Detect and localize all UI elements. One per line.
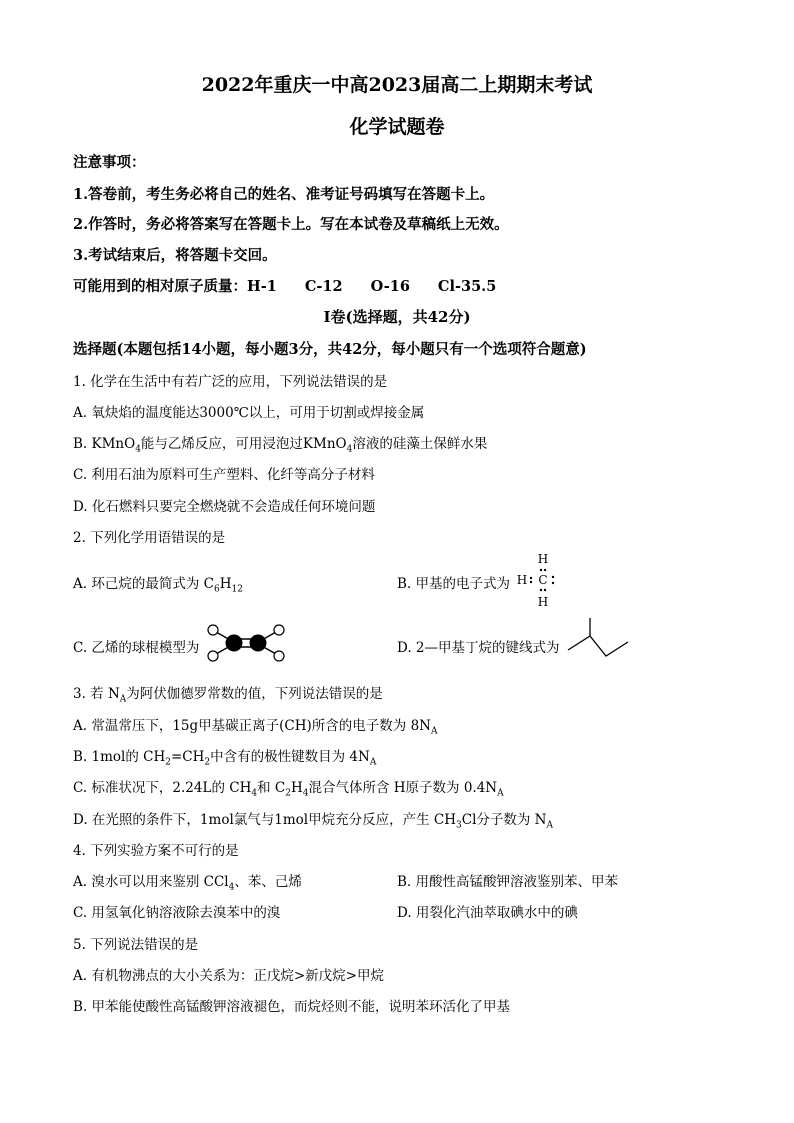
q3-stem-sub: A — [119, 694, 127, 705]
q3-c-sub3: 4 — [302, 788, 309, 799]
mass-c: C-12 — [304, 278, 343, 295]
q3-d-part1: D. 在光照的条件下，1mol氯气与1mol甲烷充分反应，产生 CH — [73, 812, 456, 828]
q3-b-part3: 中含有的极性键数目为 4N — [210, 749, 370, 765]
methyl-h-top: H — [537, 552, 549, 566]
q2-option-c: C. 乙烯的球棍模型为 — [73, 640, 200, 656]
q3-b-part2: =CH — [170, 749, 205, 765]
hydrogen-atom — [208, 625, 218, 635]
q3-option-d — [73, 808, 553, 831]
hydrogen-atom — [274, 625, 284, 635]
carbon-atom — [250, 635, 267, 652]
q2-a-h: H — [219, 576, 232, 592]
q1-b-part3: 溶液的硅藻土保鲜水果 — [352, 436, 488, 452]
methyl-electron-formula — [516, 550, 562, 610]
section-title: Ⅰ卷(选择题，共42分) — [323, 308, 471, 326]
section-instruction: 选择题(本题包括14小题，每小题3分，共42分，每小题只有一个选项符合题意) — [73, 341, 587, 358]
electron-dot — [544, 569, 546, 571]
q5-option-a: A. 有机物沸点的大小关系为：正戊烷>新戊烷>甲烷 — [73, 968, 384, 984]
q2-a-sub1: 6 — [213, 584, 220, 595]
electron-dot — [530, 577, 532, 579]
q1-b-part2: 能与乙烯反应，可用浸泡过KMnO — [140, 436, 347, 452]
atomic-masses-label: 可能用到的相对原子质量： — [73, 278, 247, 295]
q4-stem: 4. 下列实验方案不可行的是 — [73, 843, 239, 859]
q4-option-c: C. 用氢氧化钠溶液除去溴苯中的溴 — [73, 905, 281, 921]
q3-option-b — [73, 745, 376, 768]
electron-dot — [540, 589, 542, 591]
notes-heading: 注意事项： — [73, 154, 146, 171]
atomic-masses — [73, 275, 496, 296]
q4-a-sub: 4 — [228, 882, 235, 893]
methyl-h-left: H — [516, 573, 528, 587]
electron-dot — [552, 582, 554, 584]
q3-option-c — [73, 776, 504, 799]
q4-a-part1: A. 溴水可以用来鉴别 CCl — [73, 874, 229, 890]
q4-option-a — [73, 870, 302, 893]
q3-option-a — [73, 714, 437, 737]
q3-b-part1: B. 1mol的 CH — [73, 749, 166, 765]
ethylene-ball-stick-model — [204, 622, 288, 664]
q3-c-sub1: 4 — [251, 788, 258, 799]
q3-stem — [73, 682, 383, 705]
q3-b-sub3: A — [369, 757, 377, 768]
q3-c-part2: 和 C — [257, 780, 286, 796]
q1-option-b — [73, 432, 487, 455]
electron-dot — [552, 576, 554, 578]
q3-c-sub4: A — [497, 788, 504, 799]
q4-option-d: D. 用裂化汽油萃取碘水中的碘 — [397, 905, 578, 921]
q2-a-part1: A. 环己烷的最简式为 C — [73, 576, 214, 592]
mass-cl: Cl-35.5 — [437, 278, 497, 295]
q1-option-c: C. 利用石油为原料可生产塑料、化纤等高分子材料 — [73, 467, 375, 483]
mass-o: O-16 — [370, 278, 410, 295]
mass-h: H-1 — [247, 278, 277, 295]
electron-dot — [530, 581, 532, 583]
q1-b-sub1: 4 — [135, 444, 141, 455]
q3-b-sub2: 2 — [204, 757, 211, 768]
carbon-chain — [568, 636, 628, 656]
q3-d-sub2: A — [546, 820, 553, 831]
methyl-c: C — [538, 573, 548, 587]
q1-stem: 1. 化学在生活中有若广泛的应用，下列说法错误的是 — [73, 374, 388, 390]
q1-option-a: A. 氧炔焰的温度能达3000℃以上，可用于切割或焊接金属 — [73, 405, 425, 421]
notes-item-1: 1.答卷前，考生务必将自己的姓名、准考证号码填写在答题卡上。 — [73, 186, 495, 203]
notes-item-2: 2.作答时，务必将答案写在答题卡上。写在本试卷及草稿纸上无效。 — [73, 216, 509, 233]
q3-d-sub1: 3 — [456, 820, 462, 831]
q2-stem: 2. 下列化学用语错误的是 — [73, 530, 226, 546]
electron-dot — [544, 589, 546, 591]
q3-c-part1: C. 标准状况下，2.24L的 CH — [73, 780, 252, 796]
carbon-atom — [226, 635, 243, 652]
q1-b-sub2: 4 — [346, 444, 353, 455]
methylbutane-skeletal-formula — [566, 616, 632, 668]
q2-option-d: D. 2—甲基丁烷的键线式为 — [397, 640, 560, 656]
q5-option-b: B. 甲苯能使酸性高锰酸钾溶液褪色，而烷烃则不能，说明苯环活化了甲基 — [73, 999, 511, 1015]
q3-c-sub2: 2 — [285, 788, 291, 799]
q4-option-b: B. 用酸性高锰酸钾溶液鉴别苯、甲苯 — [397, 874, 619, 890]
exam-subtitle: 化学试题卷 — [349, 116, 445, 138]
hydrogen-atom — [274, 651, 284, 661]
q3-stem-part2: 为阿伏伽德罗常数的值，下列说法错误的是 — [126, 686, 383, 702]
notes-item-3: 3.考试结束后，将答题卡交回。 — [73, 247, 277, 264]
q3-d-part2: Cl分子数为 N — [461, 812, 547, 828]
hydrogen-atom — [208, 651, 218, 661]
q3-a-sub: A — [430, 726, 438, 737]
q3-c-part3: 混合气体所含 H原子数为 0.4N — [308, 780, 498, 796]
q2-a-sub2: 12 — [231, 584, 243, 595]
q3-c-h: H — [290, 780, 303, 796]
q3-a-part1: A. 常温常压下，15g甲基碳正离子(CH)所含的电子数为 8N — [73, 718, 431, 734]
q3-stem-part1: 3. 若 N — [73, 686, 120, 702]
q3-b-sub1: 2 — [165, 757, 171, 768]
q1-b-part1: B. KMnO — [73, 436, 136, 452]
electron-dot — [540, 569, 542, 571]
q5-stem: 5. 下列说法错误的是 — [73, 937, 199, 953]
exam-title: 2022年重庆一中高2023届高二上期期末考试 — [201, 74, 593, 96]
q2-option-b: B. 甲基的电子式为 — [397, 576, 511, 592]
methyl-h-bottom: H — [537, 595, 549, 609]
q2-option-a — [73, 572, 243, 595]
q1-option-d: D. 化石燃料只要完全燃烧就不会造成任何环境问题 — [73, 499, 376, 515]
q4-a-part2: 、苯、己烯 — [234, 874, 302, 890]
